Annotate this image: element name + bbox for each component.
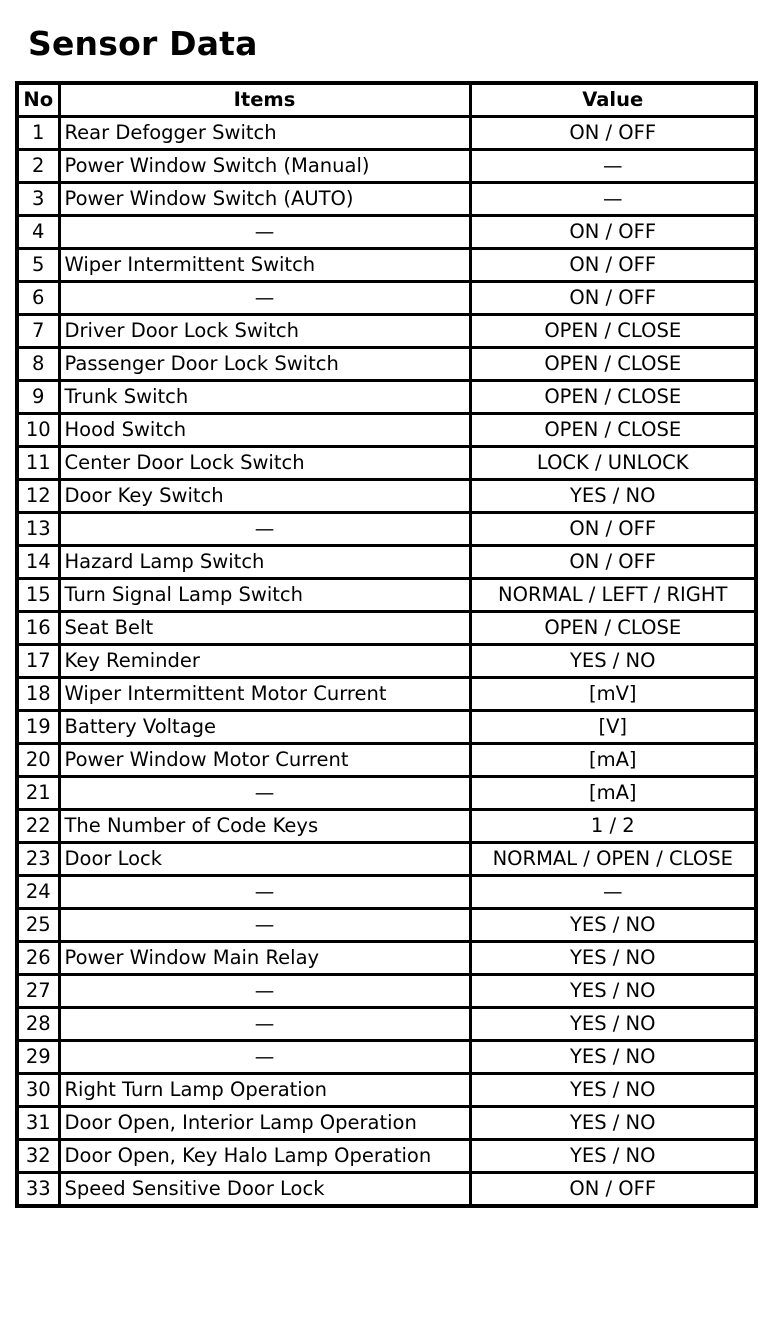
row-value: YES / NO — [470, 480, 756, 513]
row-item: Door Lock — [59, 843, 470, 876]
row-item: Battery Voltage — [59, 711, 470, 744]
row-item: Door Key Switch — [59, 480, 470, 513]
row-item: Hood Switch — [59, 414, 470, 447]
row-number: 28 — [17, 1008, 59, 1041]
row-value: ON / OFF — [470, 546, 756, 579]
table-row — [17, 876, 756, 909]
table-row — [17, 975, 756, 1008]
row-item: Turn Signal Lamp Switch — [59, 579, 470, 612]
table-row — [17, 513, 756, 546]
table-row — [17, 150, 756, 183]
row-item: — — [59, 1041, 470, 1074]
row-item: — — [59, 513, 470, 546]
table-row — [17, 249, 756, 282]
row-item: Seat Belt — [59, 612, 470, 645]
page-title: Sensor Data — [28, 24, 258, 63]
row-value: ON / OFF — [470, 513, 756, 546]
row-number: 14 — [17, 546, 59, 579]
row-value: YES / NO — [470, 645, 756, 678]
row-item: — — [59, 1008, 470, 1041]
row-item: — — [59, 282, 470, 315]
row-number: 21 — [17, 777, 59, 810]
row-item: Hazard Lamp Switch — [59, 546, 470, 579]
table-row — [17, 1041, 756, 1074]
row-number: 8 — [17, 348, 59, 381]
row-item: Key Reminder — [59, 645, 470, 678]
row-value: OPEN / CLOSE — [470, 414, 756, 447]
table-row — [17, 579, 756, 612]
table-row — [17, 414, 756, 447]
row-item: — — [59, 876, 470, 909]
row-number: 24 — [17, 876, 59, 909]
table-row — [17, 117, 756, 150]
sensor-data-table — [15, 81, 758, 1208]
table-row — [17, 216, 756, 249]
row-item: — — [59, 909, 470, 942]
table-row — [17, 678, 756, 711]
row-value: [mV] — [470, 678, 756, 711]
row-value: NORMAL / OPEN / CLOSE — [470, 843, 756, 876]
row-value: OPEN / CLOSE — [470, 348, 756, 381]
row-item: Rear Defogger Switch — [59, 117, 470, 150]
row-number: 26 — [17, 942, 59, 975]
row-value: YES / NO — [470, 1140, 756, 1173]
table-row — [17, 612, 756, 645]
row-item: Power Window Switch (AUTO) — [59, 183, 470, 216]
row-item: Power Window Motor Current — [59, 744, 470, 777]
table-row — [17, 777, 756, 810]
row-number: 27 — [17, 975, 59, 1008]
table-row — [17, 447, 756, 480]
row-item: Wiper Intermittent Switch — [59, 249, 470, 282]
row-item: Center Door Lock Switch — [59, 447, 470, 480]
table-header-row — [17, 83, 756, 117]
row-item: The Number of Code Keys — [59, 810, 470, 843]
row-value: OPEN / CLOSE — [470, 381, 756, 414]
row-number: 19 — [17, 711, 59, 744]
row-number: 17 — [17, 645, 59, 678]
row-number: 2 — [17, 150, 59, 183]
row-number: 5 — [17, 249, 59, 282]
table-row — [17, 645, 756, 678]
row-item: Door Open, Key Halo Lamp Operation — [59, 1140, 470, 1173]
row-number: 22 — [17, 810, 59, 843]
row-value: — — [470, 150, 756, 183]
row-value: YES / NO — [470, 909, 756, 942]
row-number: 4 — [17, 216, 59, 249]
row-value: YES / NO — [470, 975, 756, 1008]
row-number: 12 — [17, 480, 59, 513]
row-number: 13 — [17, 513, 59, 546]
table-row — [17, 315, 756, 348]
row-item: Wiper Intermittent Motor Current — [59, 678, 470, 711]
row-number: 16 — [17, 612, 59, 645]
row-item: Trunk Switch — [59, 381, 470, 414]
row-item: Power Window Switch (Manual) — [59, 150, 470, 183]
row-number: 15 — [17, 579, 59, 612]
row-number: 23 — [17, 843, 59, 876]
row-value: — — [470, 876, 756, 909]
row-number: 25 — [17, 909, 59, 942]
column-header-items: Items — [59, 83, 470, 117]
row-value: — — [470, 183, 756, 216]
row-value: YES / NO — [470, 942, 756, 975]
row-item: Power Window Main Relay — [59, 942, 470, 975]
row-value: [V] — [470, 711, 756, 744]
row-value: ON / OFF — [470, 1173, 756, 1207]
row-value: OPEN / CLOSE — [470, 315, 756, 348]
row-number: 18 — [17, 678, 59, 711]
row-number: 10 — [17, 414, 59, 447]
row-number: 1 — [17, 117, 59, 150]
row-item: — — [59, 777, 470, 810]
row-number: 20 — [17, 744, 59, 777]
row-number: 7 — [17, 315, 59, 348]
table-row — [17, 381, 756, 414]
row-value: YES / NO — [470, 1074, 756, 1107]
table-row — [17, 480, 756, 513]
table-row — [17, 348, 756, 381]
row-value: OPEN / CLOSE — [470, 612, 756, 645]
row-number: 32 — [17, 1140, 59, 1173]
table-row — [17, 810, 756, 843]
row-value: ON / OFF — [470, 249, 756, 282]
row-number: 33 — [17, 1173, 59, 1207]
row-item: Door Open, Interior Lamp Operation — [59, 1107, 470, 1140]
table-row — [17, 909, 756, 942]
row-value: YES / NO — [470, 1008, 756, 1041]
row-item: Passenger Door Lock Switch — [59, 348, 470, 381]
table-row — [17, 1140, 756, 1173]
row-number: 9 — [17, 381, 59, 414]
table-row — [17, 711, 756, 744]
table-body — [17, 117, 756, 1207]
row-value: LOCK / UNLOCK — [470, 447, 756, 480]
row-item: Speed Sensitive Door Lock — [59, 1173, 470, 1207]
row-item: Driver Door Lock Switch — [59, 315, 470, 348]
row-value: ON / OFF — [470, 282, 756, 315]
row-number: 30 — [17, 1074, 59, 1107]
table-row — [17, 1173, 756, 1207]
row-number: 6 — [17, 282, 59, 315]
table-row — [17, 1107, 756, 1140]
row-value: ON / OFF — [470, 117, 756, 150]
column-header-no: No — [17, 83, 59, 117]
row-number: 3 — [17, 183, 59, 216]
row-number: 11 — [17, 447, 59, 480]
row-value: [mA] — [470, 777, 756, 810]
row-value: NORMAL / LEFT / RIGHT — [470, 579, 756, 612]
table-row — [17, 843, 756, 876]
row-value: [mA] — [470, 744, 756, 777]
table-row — [17, 183, 756, 216]
row-value: YES / NO — [470, 1041, 756, 1074]
table-row — [17, 1074, 756, 1107]
table-row — [17, 942, 756, 975]
row-item: — — [59, 975, 470, 1008]
row-item: — — [59, 216, 470, 249]
table-row — [17, 282, 756, 315]
column-header-value: Value — [470, 83, 756, 117]
row-value: ON / OFF — [470, 216, 756, 249]
row-value: 1 / 2 — [470, 810, 756, 843]
row-item: Right Turn Lamp Operation — [59, 1074, 470, 1107]
row-value: YES / NO — [470, 1107, 756, 1140]
table-row — [17, 546, 756, 579]
table-row — [17, 744, 756, 777]
table-row — [17, 1008, 756, 1041]
row-number: 29 — [17, 1041, 59, 1074]
row-number: 31 — [17, 1107, 59, 1140]
